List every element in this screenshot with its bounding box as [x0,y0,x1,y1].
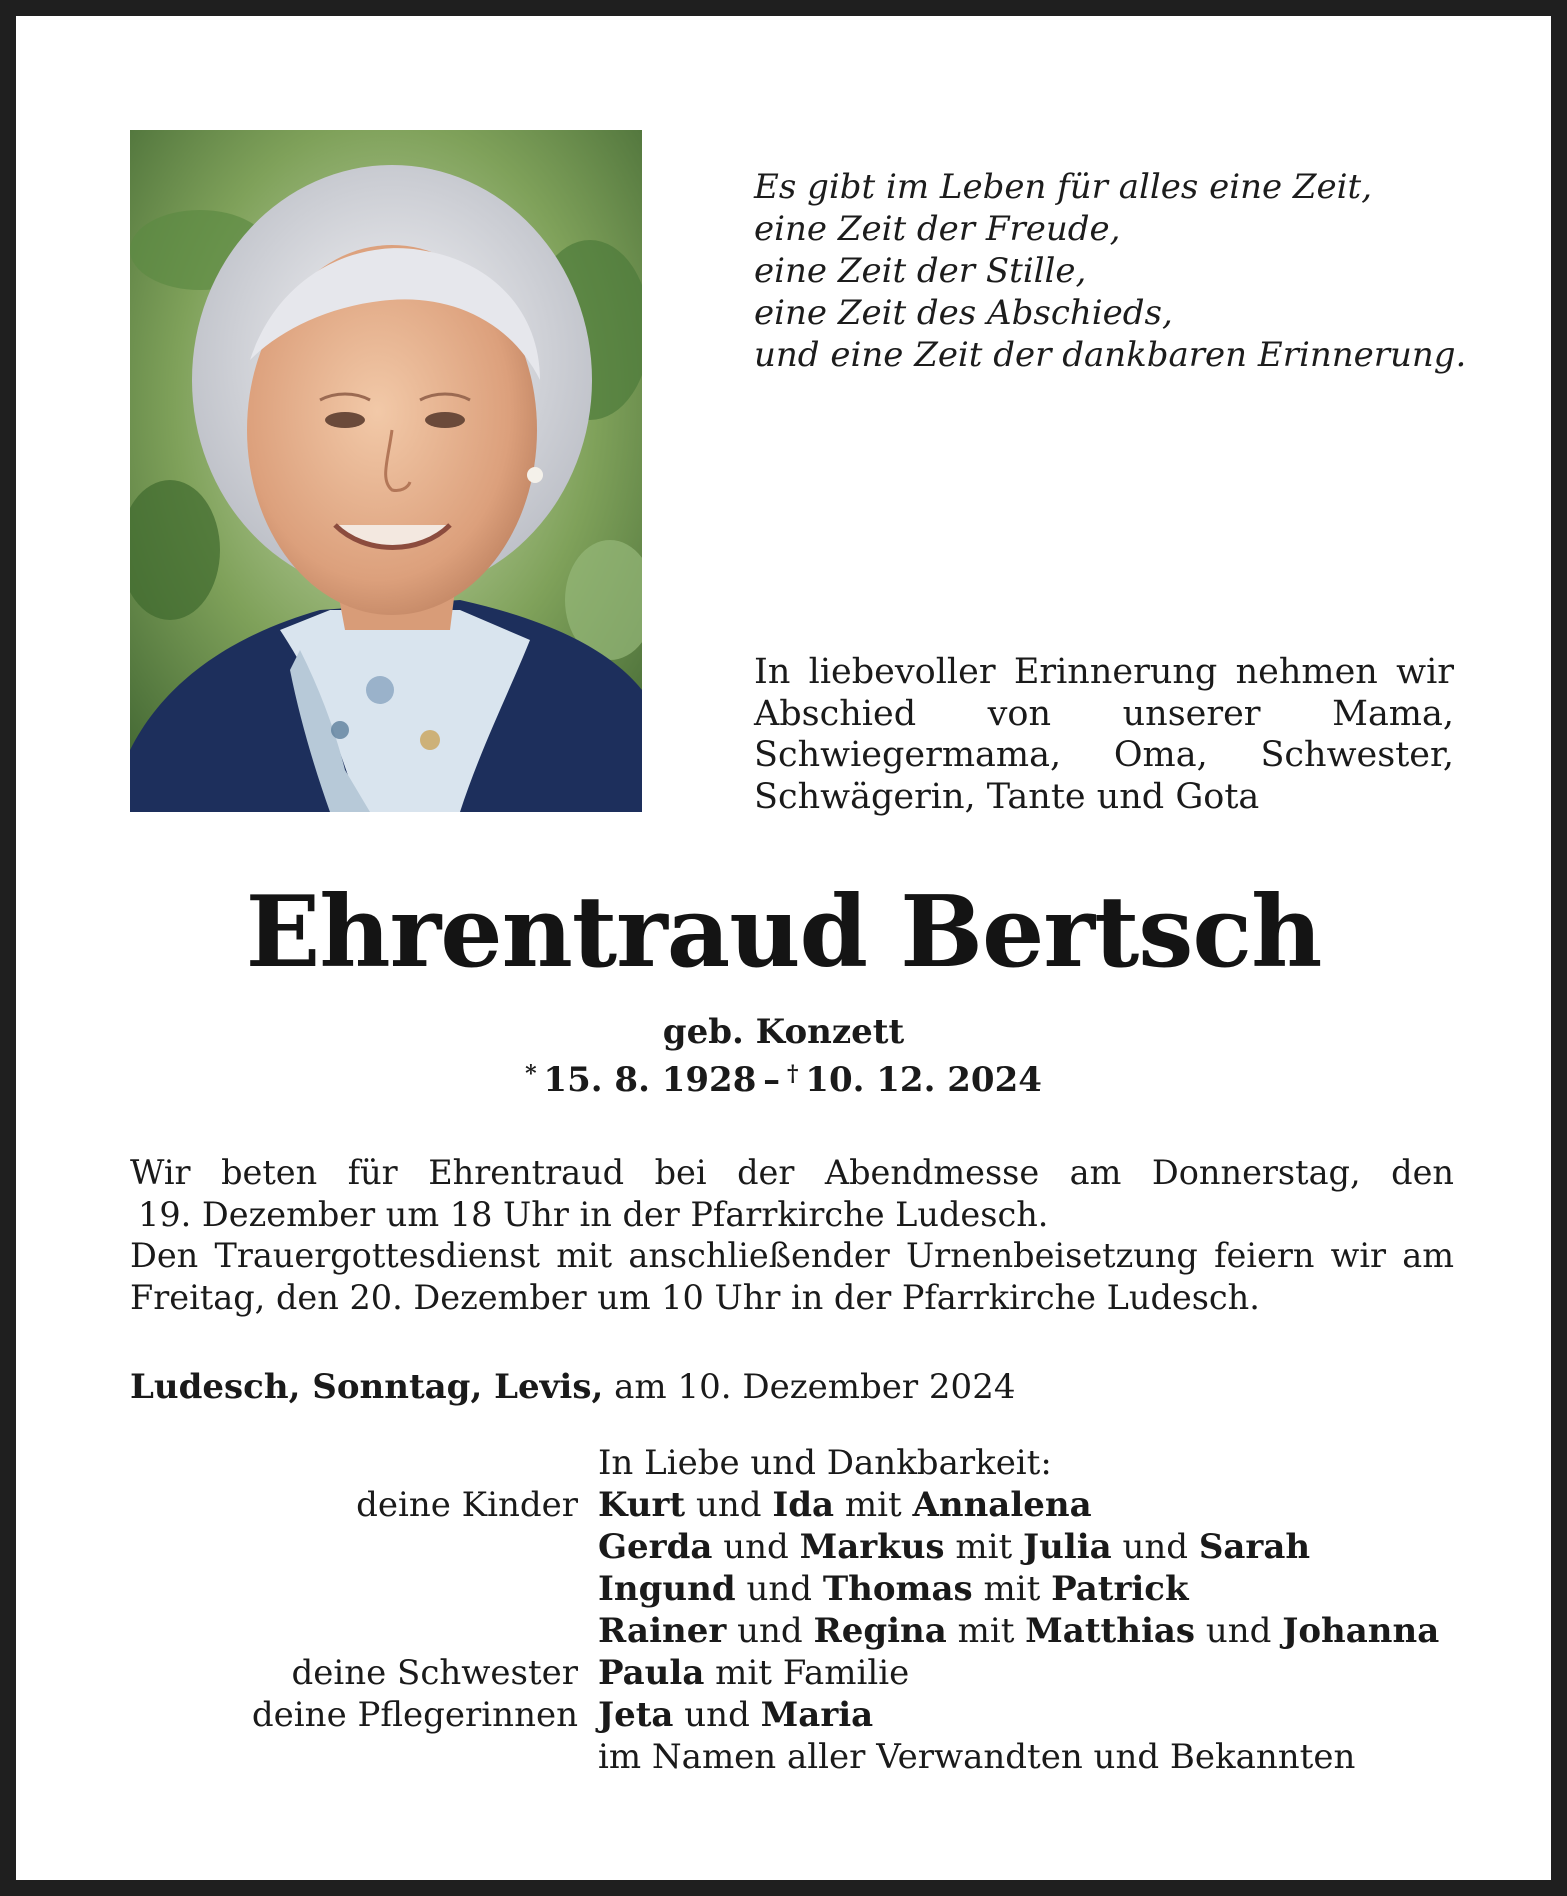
birth-date: 15. 8. 1928 [543,1060,757,1100]
sister-label: deine Schwester [291,1653,578,1693]
poem-line: eine Zeit des Abschieds, [754,293,1173,333]
sister-name: Paula [598,1653,705,1693]
service-line: 19. Dezember um 18 Uhr in der Pfarrkirche Ludesch. [138,1194,1049,1234]
mourners-heading: In Liebe und Dankbarkeit: [598,1443,1052,1483]
mourners-list [130,1442,1510,1778]
poem-line: eine Zeit der Stille, [754,251,1087,291]
children-label: deine Kinder [356,1485,578,1525]
closing-text: im Namen aller Verwandten und Bekannten [598,1737,1356,1777]
mourners-heading-row [130,1442,1510,1484]
child-family: Gerda und Markus mit Julia und Sarah [598,1527,1311,1567]
children-row [130,1568,1510,1610]
portrait-illustration [130,130,642,812]
service-line: Wir beten für Ehrentraud bei der Abendmesse am Donnerstag, den [130,1153,1454,1192]
service-line: Freitag, den 20. Dezember um 10 Uhr in der Pfarrkirche Ludesch. [130,1277,1260,1317]
carers-label: deine Pflegerinnen [251,1695,578,1735]
place-date [130,1366,1015,1408]
intro-text: In liebevoller Erinnerung nehmen wir Abschied von unserer Mama, Schwiegermama, Oma, Schwester, Schwägerin, Tante und Gota [754,652,1454,817]
place-date-text: am 10. Dezember 2024 [614,1367,1016,1407]
children-row [130,1610,1510,1652]
poem-line: eine Zeit der Freude, [754,209,1121,249]
birth-symbol: * [525,1061,537,1087]
poem [754,166,1514,376]
birth-name: geb. Konzett [662,1012,905,1052]
death-date: 10. 12. 2024 [805,1060,1042,1100]
carers-row: deine Pflegerinnen Jeta und Maria [130,1694,1510,1736]
service-text [130,1152,1454,1318]
poem-line: und eine Zeit der dankbaren Erinnerung. [754,335,1467,375]
obituary-card [16,16,1551,1880]
service-line: Den Trauergottesdienst mit anschließender Urnenbeisetzung feiern wir am [130,1236,1454,1275]
carer-name: Maria [760,1695,874,1735]
child-family: Ingund und Thomas mit Patrick [598,1569,1189,1609]
children-row [130,1484,1510,1526]
child-family: Rainer und Regina mit Matthias und Johanna [598,1611,1440,1651]
portrait-photo [130,130,642,812]
closing-row [130,1736,1510,1778]
carer-name: Jeta [598,1695,674,1735]
sister-row: deine Schwester Paula mit Familie [130,1652,1510,1694]
place-location: Ludesch, Sonntag, Levis, [130,1367,604,1407]
poem-line: Es gibt im Leben für alles eine Zeit, [754,167,1373,207]
deceased-name: Ehrentraud Bertsch [245,875,1322,990]
child-family: Kurt und Ida mit Annalena [598,1485,1092,1525]
children-row [130,1526,1510,1568]
death-symbol: † [786,1061,799,1087]
dates-dash: – [763,1060,781,1100]
life-dates [16,1052,1551,1102]
